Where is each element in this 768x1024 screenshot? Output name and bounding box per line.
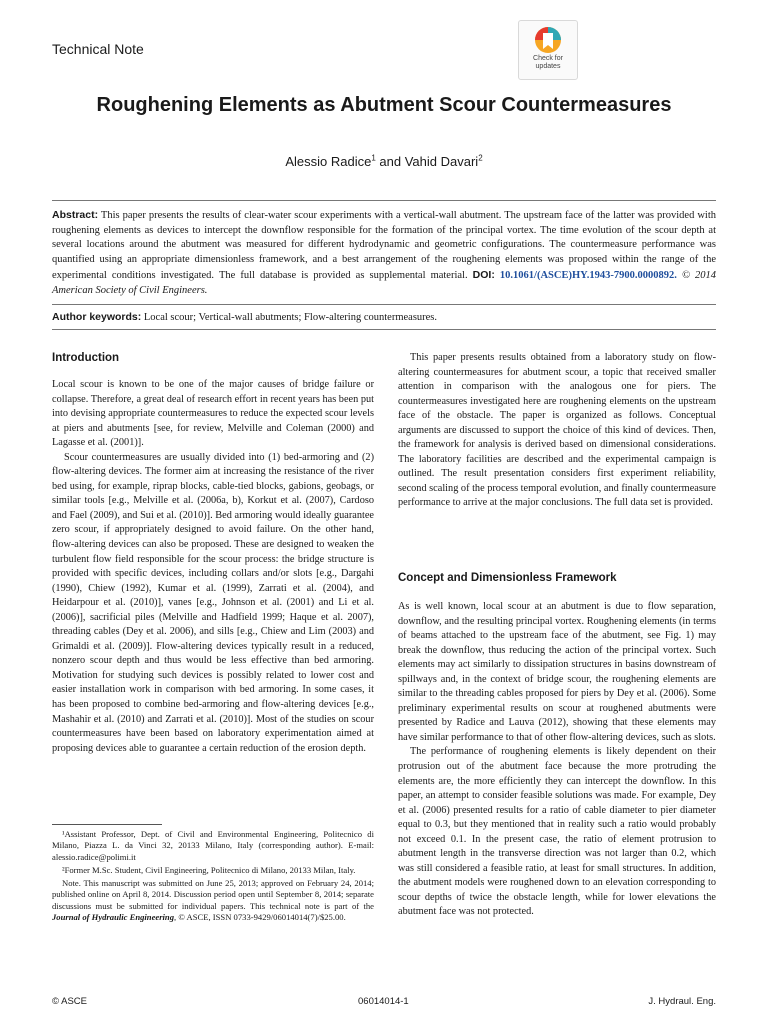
note-text: , © ASCE, ISSN 0733-9429/06014014(7)/$25.00. [174,912,346,923]
doi-label: DOI: [472,268,495,281]
author-name: Vahid Davari [404,154,479,169]
footnote-divider [52,824,162,825]
footer-journal: J. Hydraul. Eng. [648,996,716,1007]
footnotes [52,829,374,925]
paragraph: As is well known, local scour at an abutment is due to flow separation, downflow, and the resulting principal vortex. Roughening elements (in terms of beams attached to the upstream face of the abutment, see Fig. 1) may break the downflow, thus reducing the action of the principal vortex. Such elements may act similarly to dissipation structures in basins downstream of spillways and, in the context of bridge scour, the roughening elements are similar to the threading cables proposed for piers by Dey et al. (2006). Some preliminary experimental results on scour at roughened abutments were presented by Radice and Lauva (2012), showing that these elements may have similar performance to that of other flow-altering devices, such as slots. [398,601,716,743]
author-name: Alessio Radice [285,154,372,169]
check-for-updates-badge[interactable] [518,20,578,80]
affiliation-marker: 1 [371,153,376,163]
affiliation-marker: 2 [478,153,483,163]
paragraph: Scour countermeasures are usually divided into (1) bed-armoring and (2) flow-altering devices. The former aim at increasing the resistance of the river bed using, for example, riprap blocks, cable-tied blocks, gabions, geobags, or similar tools [e.g., Melville et al. (2006a, b), Korkut et al. (2007), Cardoso and Fael (2009), and Sui et al. (2010)]. Bed armoring would ideally guarantee zero scour, if appropriately designed to avoid failure. On the other hand, flow-altering devices can also be proposed. These are designed to weaken the turbulent flow field responsible for the scour process: the bridge structure is provided with specific devices, including collars and/or slots [e.g., Dargahi (1990), Chiew (1992), Kumar et al. (1999), Zarrati et al. (2004), and Heidarpour et al. (2010)], vanes [e.g., Johnson et al. (2001) and Li et al. (2006)], sacrificial piles (Melville and Hadfield 1999; Haque et al. 2007), threading cables (Dey et al. 2006), and sills [e.g., Chiew and Lim (2003) and Grimaldi et al. (2009)]. Flow-altering devices typically result in a reduced, nonzero scour depth and thus would be less effective than bed armoring. Motivation for studying such devices is possibly related to lower cost and easier installation work in comparison with bed armoring. In some cases, it has been proposed to combine bed-armoring and flow-altering devices [e.g., Mashahir et al. (2010) and Zarrati et al. (2010)]. Most of the studies on scour countermeasures have been based on laboratory experimentation aimed at proposing devices able to guarantee a certain reduction of the erosion depth. [52,451,374,754]
section-label: Technical Note [52,41,144,57]
doi-link[interactable]: 10.1061/(ASCE)HY.1943-7900.0000892. [499,269,677,281]
copyright-notice: © 2014 American Society of Civil Engineers. [52,269,717,296]
footer-publisher: © ASCE [52,996,87,1007]
check-updates-icon [533,25,563,55]
abstract [52,208,716,298]
divider [52,304,716,305]
submission-note [52,878,374,923]
paper-title: Roughening Elements as Abutment Scour Countermeasures [96,94,672,116]
intro-continuation [398,351,716,511]
footnote: ¹Assistant Professor, Dept. of Civil and Environmental Engineering, Politecnico di Milano, Piazza L. da Vinci 32, 20133 Milano, Italy (corresponding author). E-mail: alessio.radice@polimi.it [52,829,374,862]
paragraph: This paper presents results obtained from a laboratory study on flow-altering countermeasures for abutment scour, a topic that received smaller attention in comparison with the analogous one for piers. The countermeasures investigated here are roughening elements on the upstream face of the obstacle. The paper is organized as follows. Conceptual arguments are discussed to support the choice of this kind of devices. Then, the framework for analysis is derived based on dimensional considerations. The laboratory facilities are described and the experimental campaign is outlined. The result presentation considers first experiment reliability, second scaling of the process temporal evolution, and finally countermeasure performance to arrive at the major conclusions. The full data set is provided. [398,352,716,509]
author-keywords [52,310,716,325]
note-text: Note. This manuscript was submitted on June 25, 2013; approved on February 24, 2014; published online on April 8, 2014. Discussion period open until September 8, 2014; separate discussions must be submitted for individual papers. This technical note is part of the [52,878,374,911]
keywords-text: Local scour; Vertical-wall abutments; Flow-altering countermeasures. [143,312,438,323]
author-line [80,154,688,169]
paragraph: The performance of roughening elements is likely dependent on their protrusion out of the abutment face because the more protruding the elements are, the more efficiently they can intercept the downflow. In this paper, an attempt to consider feasible solutions was made. For example, Dey et al. (2006) presented results for a ratio of cable diameter to pier diameter equal to 0.3, but they mentioned that in reality such a ratio would probably not exceed 0.1. In the present case, the ratio of element protrusion to abutment length in the transverse direction was not larger than 0.2, which was still considered a feasible ratio, at least for small structures. In addition, the abutment models were roughened down to an elevation corresponding to scour depths of twice the obstacle length, while for lower elevations the abutment face was not protected. [398,746,716,918]
badge-text: Check for updates [533,55,563,70]
author-conjunction: and [375,154,405,169]
section-heading-concept: Concept and Dimensionless Framework [398,572,617,584]
journal-name: Journal of Hydraulic Engineering [52,912,175,923]
abstract-text: This paper presents the results of clear-water scour experiments with a vertical-wall abutment. The upstream face of the latter was provided with roughening elements as devices to intercept the downflow responsible for the formation of the principal vortex. The time evolution of the scour depth at several locations around the abutment was measured for different hydrodynamic and geometric configurations. The countermeasure performance was quantified using an appropriate dimensionless framework, and a best arrangement of the roughening elements was proposed within the range of the experimental conditions investigated. The full database is provided as supplemental material. [52,210,716,281]
divider [52,200,716,201]
abstract-label: Abstract: [52,209,99,221]
concept-text [398,600,716,920]
introduction-text [52,378,374,756]
keywords-label: Author keywords: [52,311,142,323]
section-heading-introduction: Introduction [52,352,120,364]
footnote: ²Former M.Sc. Student, Civil Engineering, Politecnico di Milano, 20133 Milan, Italy. [62,864,356,875]
paragraph: Local scour is known to be one of the major causes of bridge failure or collapse. Therefore, a great deal of research effort in recent years has been put into devising appropriate countermeasures to reduce the expected scour levels at piers and abutments [see, for review, Melville and Coleman (2000) and Lagasse et al. (2001)]. [52,379,374,449]
page-number: 06014014-1 [358,996,409,1007]
divider [52,329,716,330]
